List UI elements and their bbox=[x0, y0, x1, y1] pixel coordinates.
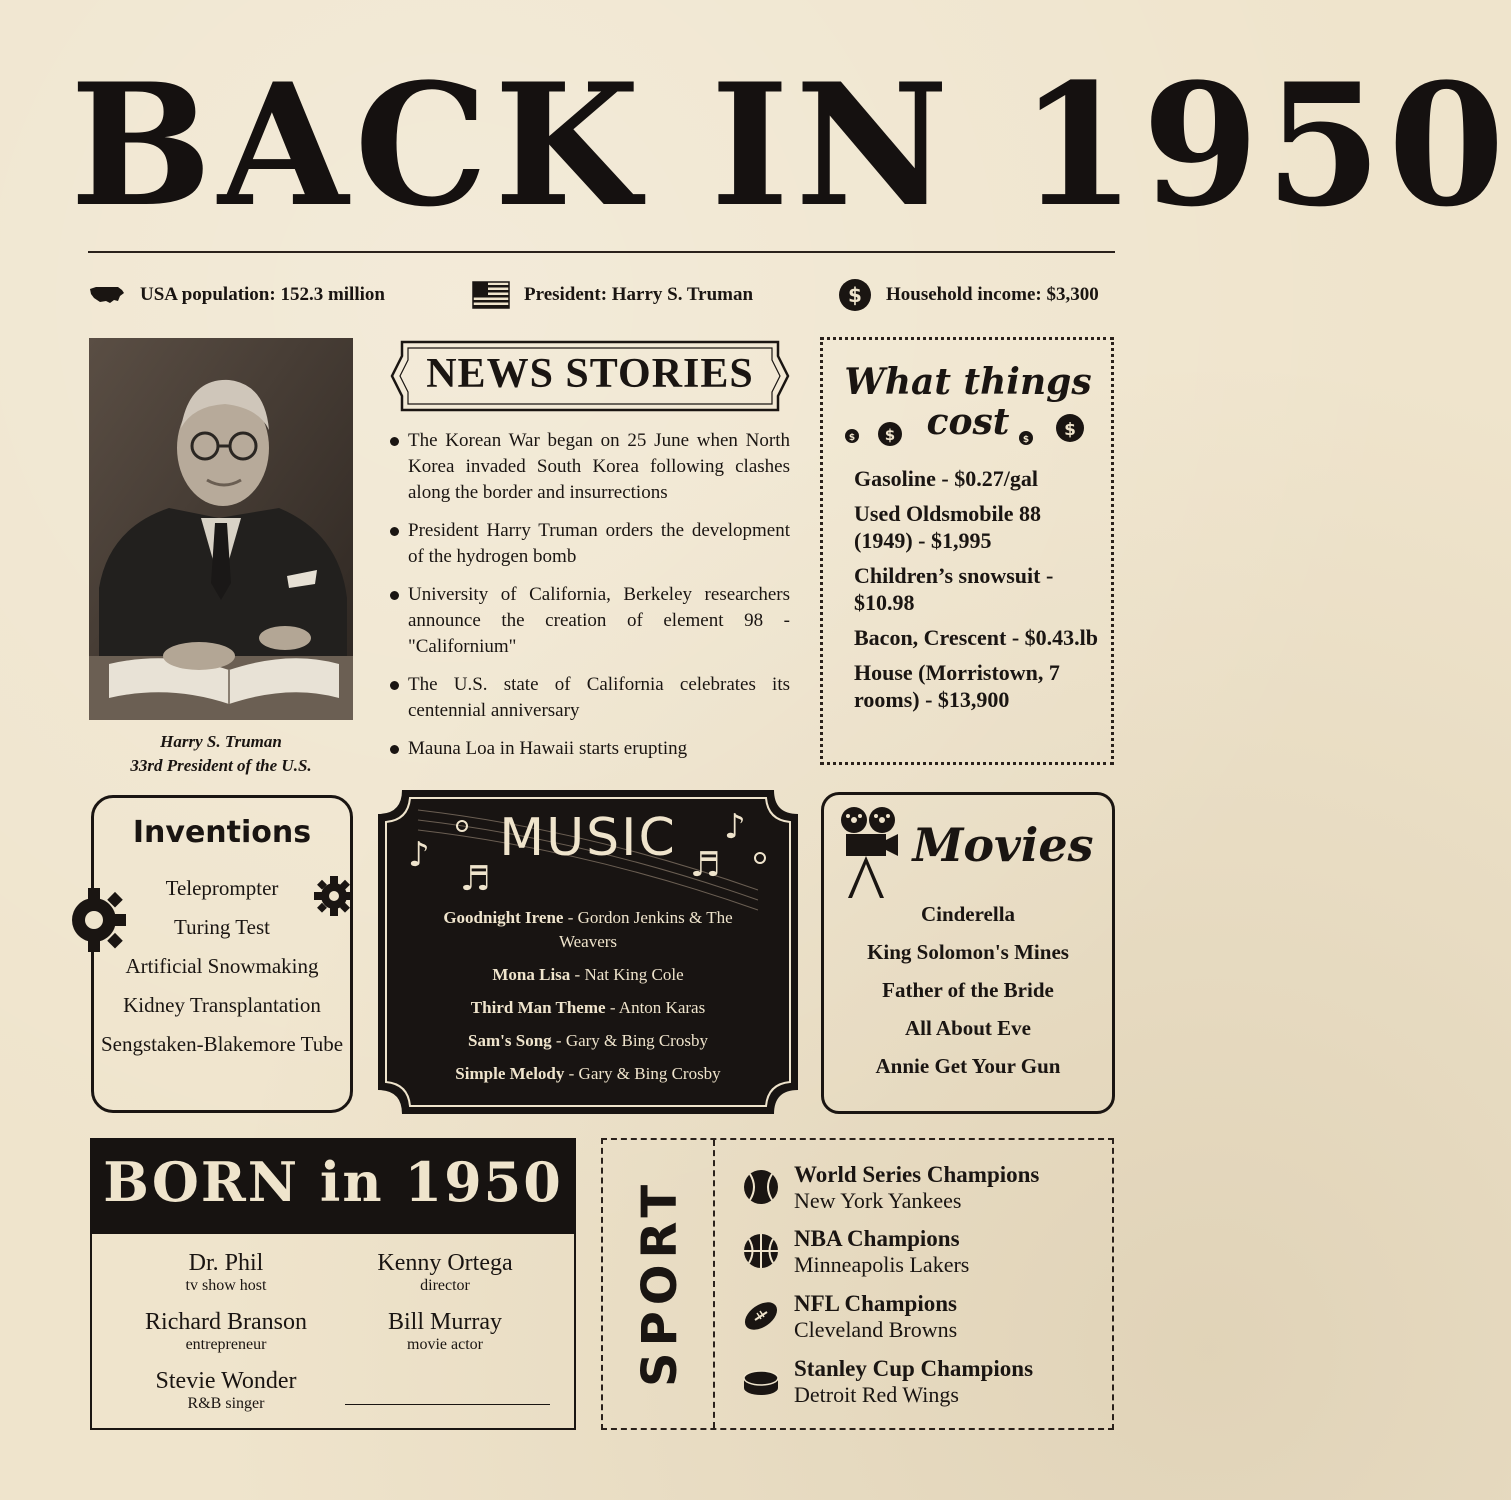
movie-item: King Solomon's Mines bbox=[867, 940, 1069, 964]
movie-item: Annie Get Your Gun bbox=[875, 1054, 1061, 1078]
born-person bbox=[345, 1309, 545, 1355]
born-person bbox=[126, 1250, 326, 1296]
song-artist: - Gary & Bing Crosby bbox=[551, 1031, 708, 1050]
born-person bbox=[126, 1309, 326, 1355]
svg-text:$: $ bbox=[1022, 435, 1030, 445]
inventions-list bbox=[98, 876, 346, 1071]
baseball-icon bbox=[742, 1168, 780, 1206]
song-artist: - Gordon Jenkins & The Weavers bbox=[558, 908, 733, 951]
invention-item: Teleprompter bbox=[165, 876, 279, 900]
music-list bbox=[420, 906, 756, 1095]
person-role: entrepreneur bbox=[185, 1336, 267, 1353]
truman-portrait-photo bbox=[89, 338, 353, 720]
basketball-icon bbox=[742, 1232, 780, 1270]
cost-item: Children’s snowsuit - $10.98 bbox=[854, 563, 1054, 615]
sport-item-text bbox=[794, 1162, 1039, 1214]
cost-item: House (Morristown, 7 rooms) - $13,900 bbox=[854, 660, 1060, 712]
hockey-puck-icon bbox=[742, 1362, 780, 1400]
dollar-coin-icon bbox=[838, 278, 872, 312]
song-title: Sam's Song bbox=[468, 1031, 552, 1050]
person-name: Kenny Ortega bbox=[377, 1250, 513, 1276]
song-artist: - Gary & Bing Crosby bbox=[564, 1064, 721, 1083]
song-title: Mona Lisa bbox=[492, 965, 571, 984]
inventions-title: Inventions bbox=[132, 815, 312, 850]
sport-item bbox=[742, 1162, 1102, 1214]
born-title: BORN in 1950 bbox=[103, 1150, 563, 1214]
invention-item: Turing Test bbox=[174, 915, 270, 939]
caption-name: Harry S. Truman bbox=[160, 732, 282, 751]
born-person bbox=[345, 1250, 545, 1296]
blank-write-in-line bbox=[345, 1404, 550, 1405]
dollar-coins-icon bbox=[844, 414, 1090, 450]
movies-title: Movies bbox=[912, 818, 1094, 872]
title-divider bbox=[88, 251, 1115, 253]
us-flag-icon bbox=[472, 281, 510, 309]
page-title: BACK IN 1950 bbox=[70, 46, 1511, 244]
svg-text:♬: ♬ bbox=[690, 845, 721, 885]
sport-item-value: Cleveland Browns bbox=[794, 1317, 958, 1342]
film-projector-icon bbox=[838, 804, 900, 898]
svg-text:♪: ♪ bbox=[724, 807, 746, 847]
music-title: MUSIC bbox=[499, 808, 677, 868]
cost-title-line2: cost bbox=[926, 401, 1010, 443]
news-stories-title: NEWS STORIES bbox=[426, 351, 754, 397]
song-title: Third Man Theme bbox=[470, 998, 606, 1017]
stat-income-text: Household income: $3,300 bbox=[886, 284, 1099, 305]
sport-item bbox=[742, 1226, 1102, 1278]
sport-item-title: World Series Champions bbox=[794, 1162, 1040, 1187]
music-item bbox=[420, 963, 756, 987]
sport-item-title: Stanley Cup Champions bbox=[794, 1356, 1034, 1381]
news-item: Mauna Loa in Hawaii starts erupting bbox=[388, 736, 790, 762]
svg-text:$: $ bbox=[884, 426, 896, 444]
music-item bbox=[420, 1029, 756, 1053]
invention-item: Artificial Snowmaking bbox=[125, 954, 319, 978]
news-list bbox=[388, 428, 790, 774]
person-role: tv show host bbox=[185, 1277, 267, 1294]
sport-item-value: Detroit Red Wings bbox=[794, 1382, 959, 1407]
movie-item: Father of the Bride bbox=[882, 978, 1054, 1002]
sport-item-title: NBA Champions bbox=[794, 1226, 960, 1251]
music-item bbox=[420, 1062, 756, 1086]
movies-list bbox=[821, 901, 1115, 1091]
song-title: Simple Melody bbox=[455, 1064, 565, 1083]
sport-item bbox=[742, 1291, 1102, 1343]
person-name: Richard Branson bbox=[145, 1309, 307, 1335]
svg-text:$: $ bbox=[848, 283, 862, 307]
cost-item: Gasoline - $0.27/gal bbox=[854, 466, 1038, 491]
movie-item: Cinderella bbox=[920, 902, 1016, 926]
cost-list bbox=[854, 465, 1104, 721]
cost-item: Bacon, Crescent - $0.43.lb bbox=[854, 625, 1099, 650]
person-role: movie actor bbox=[407, 1336, 483, 1353]
cost-item: Used Oldsmobile 88 (1949) - $1,995 bbox=[854, 501, 1042, 553]
sport-item-text bbox=[794, 1291, 957, 1343]
sport-item-text bbox=[794, 1226, 969, 1278]
news-item: University of California, Berkeley researchers announce the creation of element 98 - "Californium" bbox=[388, 582, 790, 660]
news-item: President Harry Truman orders the development of the hydrogen bomb bbox=[388, 518, 790, 570]
invention-item: Sengstaken-Blakemore Tube bbox=[100, 1032, 344, 1056]
sport-item-title: NFL Champions bbox=[794, 1291, 957, 1316]
sport-item-value: Minneapolis Lakers bbox=[794, 1252, 970, 1277]
stat-population bbox=[88, 278, 385, 312]
stat-president-text: President: Harry S. Truman bbox=[524, 284, 754, 305]
caption-role: 33rd President of the U.S. bbox=[130, 756, 312, 775]
person-name: Stevie Wonder bbox=[155, 1368, 297, 1394]
invention-item: Kidney Transplantation bbox=[123, 993, 321, 1017]
music-item bbox=[420, 906, 756, 954]
sport-item-value: New York Yankees bbox=[794, 1188, 962, 1213]
sport-title: SPORT bbox=[632, 1178, 688, 1387]
song-title: Goodnight Irene bbox=[443, 908, 564, 927]
person-role: director bbox=[420, 1277, 470, 1294]
photo-caption bbox=[89, 730, 353, 778]
movie-item: All About Eve bbox=[904, 1016, 1032, 1040]
person-name: Bill Murray bbox=[388, 1309, 502, 1335]
song-artist: - Nat King Cole bbox=[570, 965, 684, 984]
born-person bbox=[126, 1368, 326, 1414]
sport-item-text bbox=[794, 1356, 1033, 1408]
stat-population-text: USA population: 152.3 million bbox=[140, 284, 385, 305]
svg-text:$: $ bbox=[848, 433, 856, 443]
person-name: Dr. Phil bbox=[188, 1250, 264, 1276]
svg-text:♬: ♬ bbox=[460, 859, 491, 899]
sport-divider bbox=[713, 1140, 715, 1428]
football-icon bbox=[742, 1297, 780, 1335]
song-artist: - Anton Karas bbox=[605, 998, 706, 1017]
svg-text:♪: ♪ bbox=[408, 835, 430, 875]
news-item: The Korean War began on 25 June when North Korea invaded South Korea following clashes along the border and insurrections bbox=[388, 428, 790, 506]
cost-title-line1: What things bbox=[844, 361, 1092, 403]
news-item: The U.S. state of California celebrates its centennial anniversary bbox=[388, 672, 790, 724]
music-item bbox=[420, 996, 756, 1020]
stat-income bbox=[838, 278, 1099, 312]
stat-president bbox=[472, 278, 753, 312]
usa-map-icon bbox=[88, 284, 126, 306]
svg-text:$: $ bbox=[1064, 420, 1076, 440]
person-role: R&B singer bbox=[187, 1395, 265, 1412]
sport-item bbox=[742, 1356, 1102, 1408]
